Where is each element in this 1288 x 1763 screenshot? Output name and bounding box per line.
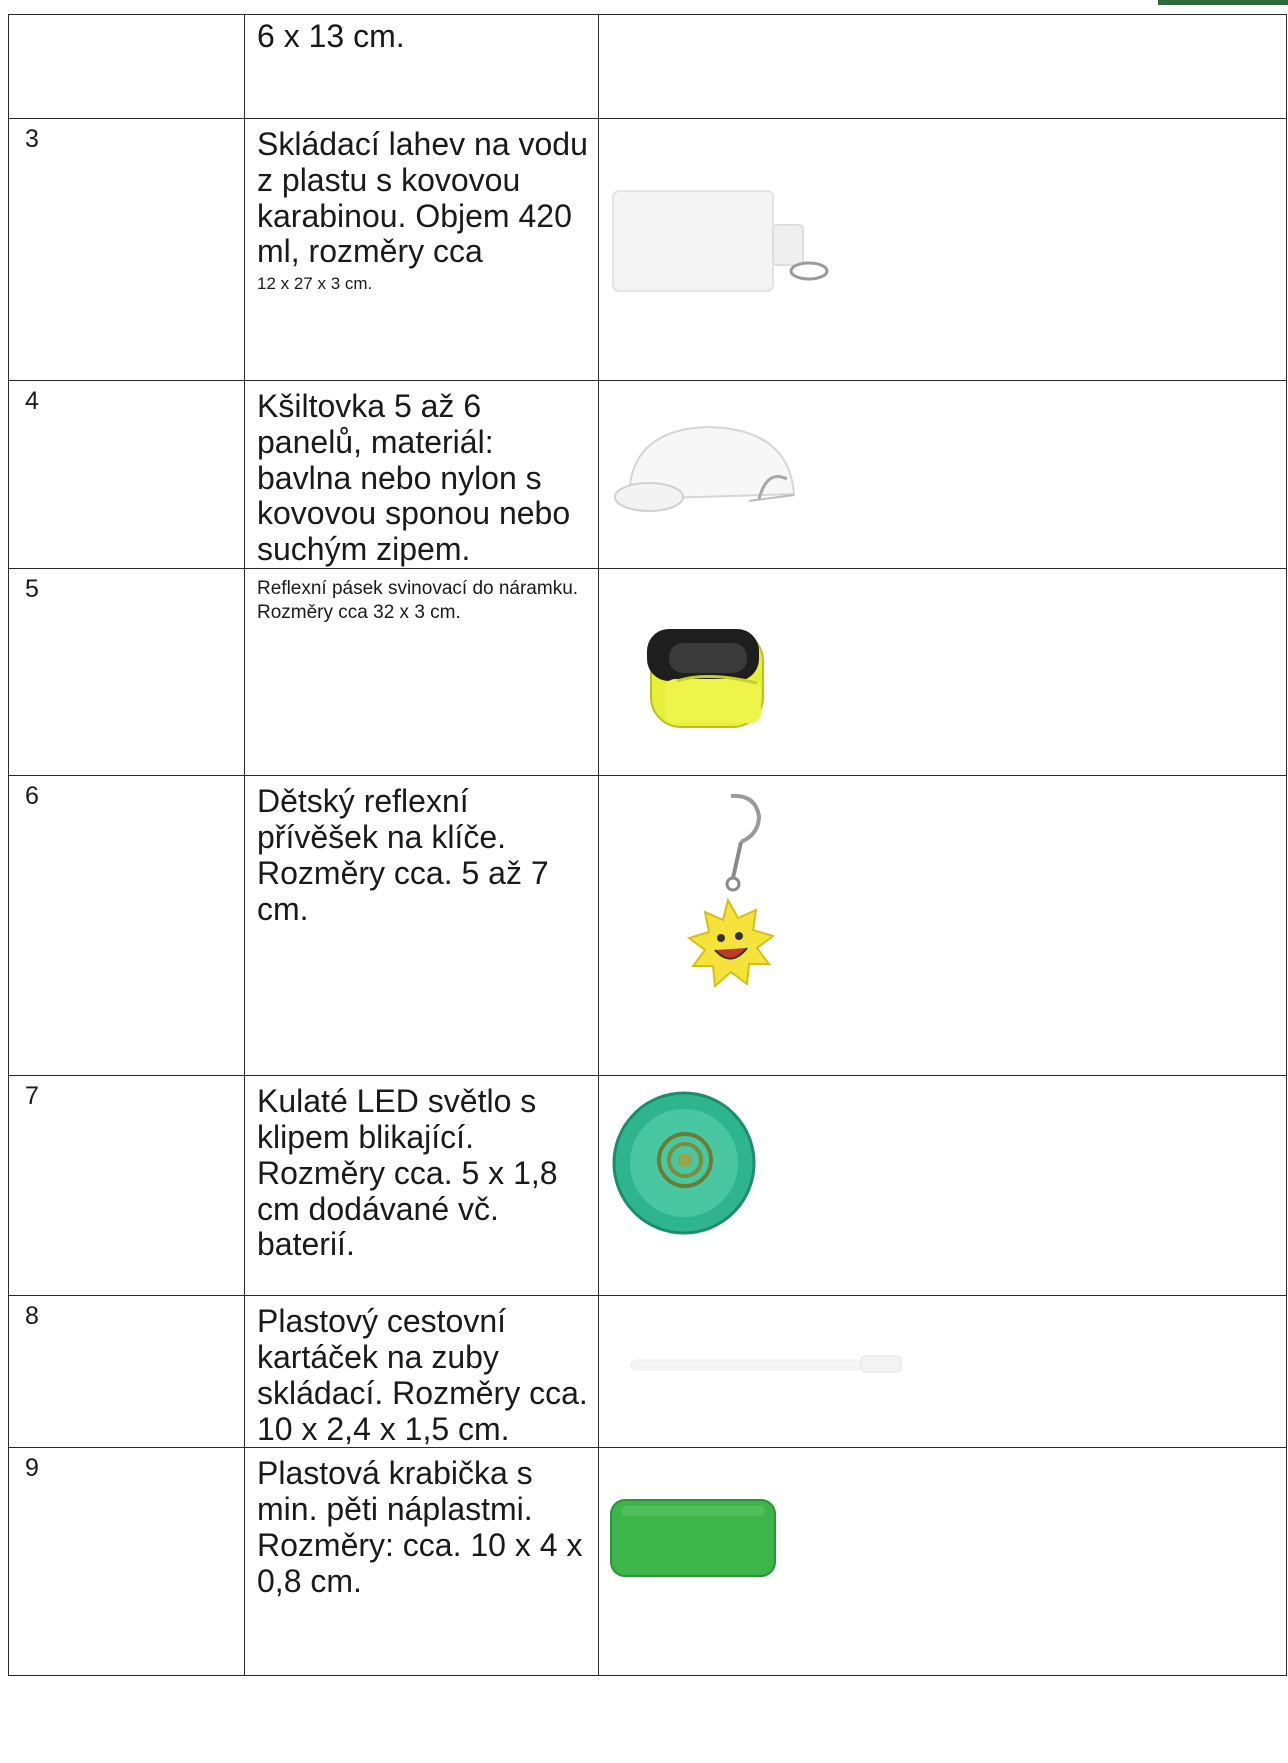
image-cell [599,381,1287,569]
number-cell [9,15,245,119]
header-accent-bar [1158,0,1288,5]
table-row [9,381,1287,569]
description-cell [245,1448,599,1676]
folding-water-bottle-image [609,187,839,297]
image-cell [599,15,1287,119]
image-cell [599,776,1287,1076]
item-description: Dětský reflexní přívěšek na klíče. Rozměry cca. 5 až 7 cm. [257,783,549,927]
table-row [9,776,1287,1076]
white-cap-image [609,409,809,519]
description-cell [245,569,599,776]
reflective-slap-band-image [637,621,777,741]
image-cell [599,1448,1287,1676]
table-row [9,1296,1287,1448]
number-cell: 8 [9,1296,245,1448]
table-row [9,1076,1287,1296]
folding-toothbrush-image [629,1350,909,1380]
table-row [9,119,1287,381]
image-cell [599,1076,1287,1296]
description-cell [245,119,599,381]
number-cell: 5 [9,569,245,776]
product-table [8,14,1287,1676]
description-cell [245,381,599,569]
description-cell [245,776,599,1076]
image-cell [599,119,1287,381]
number-cell: 4 [9,381,245,569]
description-cell [245,1076,599,1296]
image-cell [599,1296,1287,1448]
item-description: Plastová krabička s min. pěti náplastmi. Rozměry: cca. 10 x 4 x 0,8 cm. [257,1455,583,1599]
item-description: Reflexní pásek svinovací do náramku. Rozměry cca 32 x 3 cm. [257,578,579,623]
item-description: Skládací lahev na vodu z plastu s kovovou karabinou. Objem 420 ml, rozměry cca [257,126,588,270]
table-row [9,15,1287,119]
number-cell: 6 [9,776,245,1076]
number-cell: 7 [9,1076,245,1296]
description-cell [245,1296,599,1448]
item-description: Kšiltovka 5 až 6 panelů, materiál: bavlna nebo nylon s kovovou sponou nebo suchým zipem. [257,388,571,568]
item-description: Plastový cestovní kartáček na zuby skládací. Rozměry cca. 10 x 2,4 x 1,5 cm. [257,1303,588,1447]
table-row [9,1448,1287,1676]
round-led-light-image [609,1088,759,1238]
green-plaster-box-image [609,1498,779,1580]
item-description: 6 x 13 cm. [257,18,405,54]
number-cell: 3 [9,119,245,381]
description-cell [245,15,599,119]
item-dimensions: 12 x 27 x 3 cm. [257,274,373,294]
sun-keychain-image [663,790,793,1040]
image-cell [599,569,1287,776]
table-row [9,569,1287,776]
item-description: Kulaté LED světlo s klipem blikající. Rozměry cca. 5 x 1,8 cm dodávané vč. baterií. [257,1083,558,1263]
number-cell: 9 [9,1448,245,1676]
